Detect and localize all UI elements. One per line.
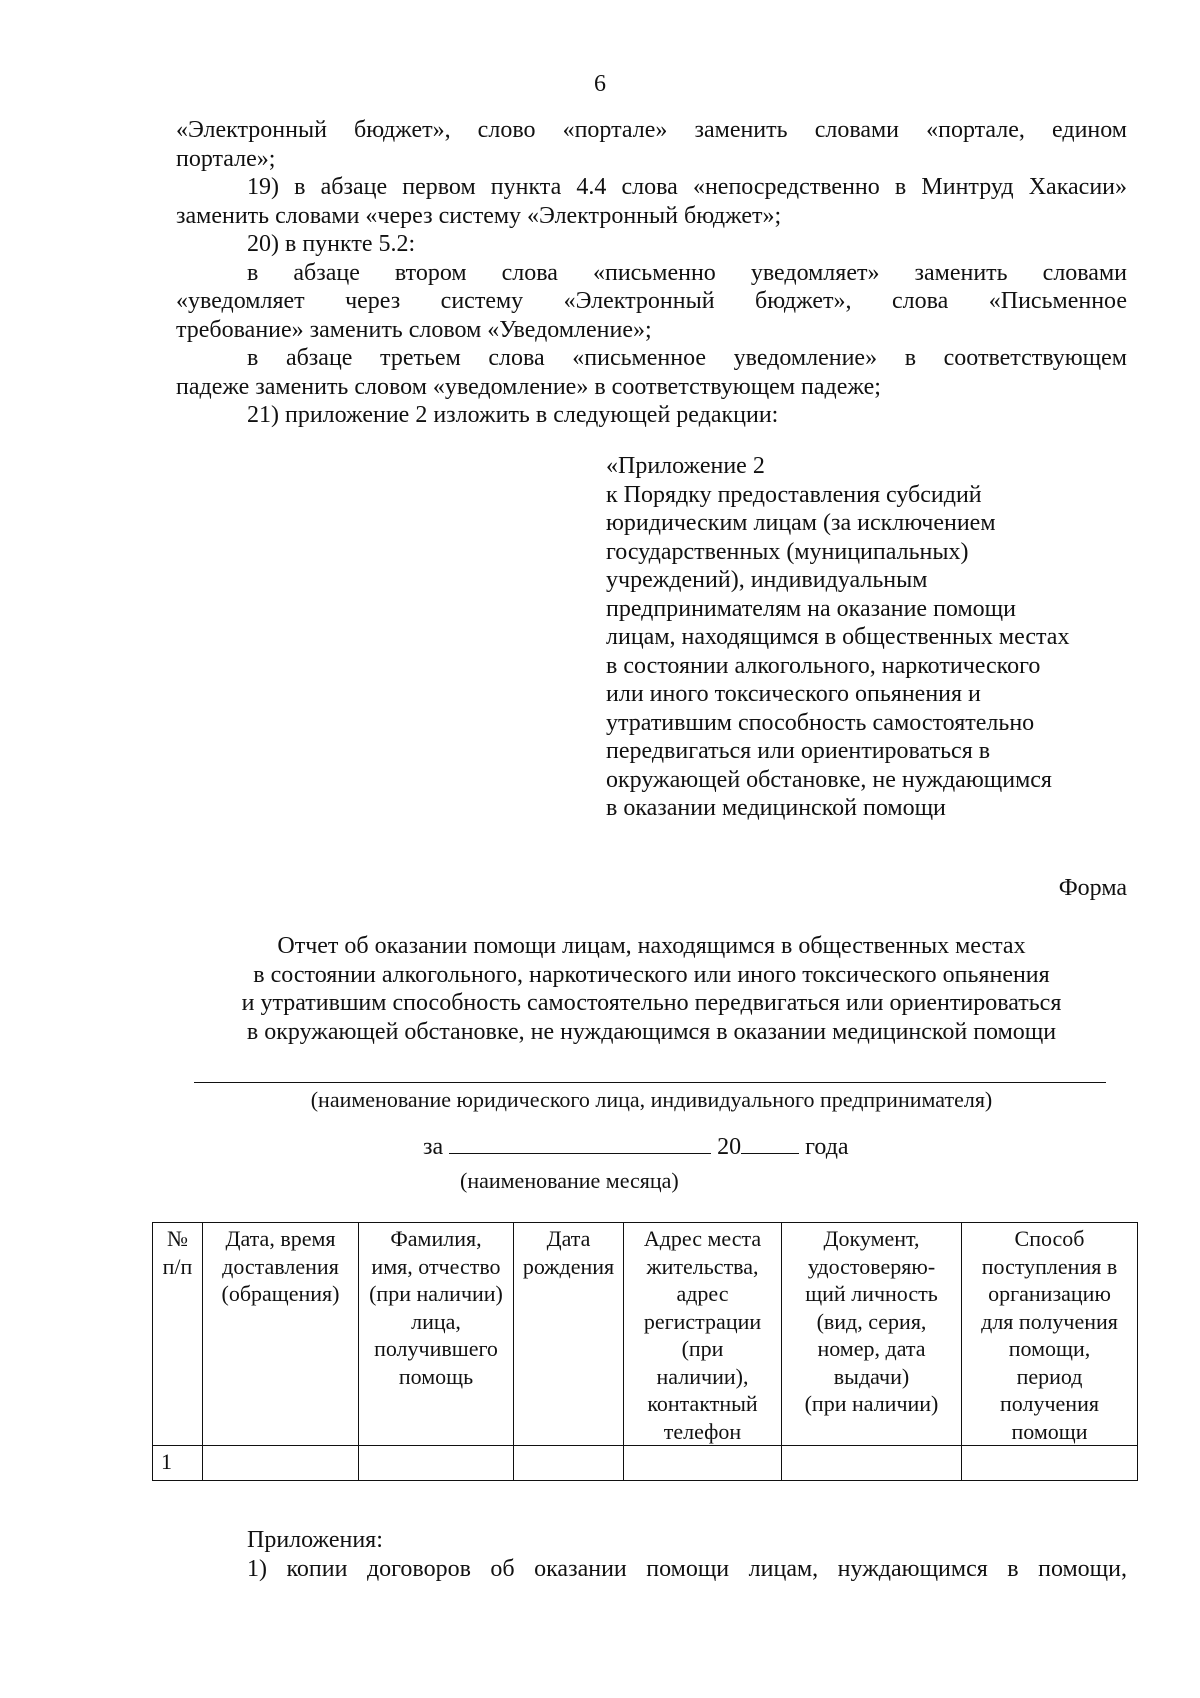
column-header-line: рождения — [522, 1253, 615, 1279]
table-cell — [359, 1446, 514, 1481]
column-header-line: для получения — [981, 1308, 1118, 1334]
column-header-line: удостоверяю- — [807, 1253, 936, 1279]
page-number: 6 — [594, 71, 606, 97]
year-blank — [741, 1133, 799, 1154]
entity-name-line — [194, 1082, 1106, 1083]
appendix-heading-line: лицам, находящимся в общественных местах — [606, 624, 1070, 650]
column-header — [782, 1223, 962, 1446]
appendices — [176, 1526, 1127, 1583]
table-cell — [962, 1446, 1138, 1481]
appendix-heading-line: передвигаться или ориентироваться в — [606, 738, 991, 764]
column-header — [203, 1223, 359, 1446]
paragraph-line: падеже заменить словом «уведомление» в соответствующем падеже; — [176, 373, 881, 400]
appendix-heading-line: предпринимателям на оказание помощи — [606, 595, 1016, 622]
column-header-line: (вид, серия, — [816, 1308, 927, 1334]
column-header-line: (при — [681, 1336, 724, 1361]
column-header — [153, 1223, 203, 1446]
table-cell — [514, 1446, 624, 1481]
column-header-line: помощи — [1011, 1418, 1088, 1444]
report-title — [176, 932, 1127, 1046]
table-body — [153, 1446, 1138, 1481]
column-header-line: поступления в — [981, 1253, 1118, 1279]
form-label: Форма — [1058, 875, 1127, 901]
column-header-line: телефон — [663, 1418, 742, 1444]
amendment-text — [176, 116, 1127, 430]
appendix-item: 1) копии договоров об оказании помощи лицам, нуждающимся в помощи, — [247, 1555, 1127, 1582]
column-header-line: контактный — [647, 1391, 758, 1416]
column-header-line: (обращения) — [221, 1281, 340, 1306]
column-header-line: Адрес места — [643, 1226, 762, 1251]
column-header-line: Фамилия, — [390, 1226, 482, 1251]
column-header-line: номер, дата — [817, 1336, 926, 1361]
appendix-heading-line: или иного токсического опьянения и — [606, 681, 981, 707]
column-header-line: регистрации — [643, 1308, 762, 1334]
report-table — [152, 1222, 1138, 1481]
column-header — [514, 1223, 624, 1446]
column-header-line: Способ — [1014, 1226, 1085, 1251]
column-header-line: (при наличии) — [369, 1281, 503, 1306]
paragraph-line: «уведомляет через систему «Электронный бюджет», слова «Письменное — [176, 288, 1127, 314]
appendix-heading-line: в состоянии алкогольного, наркотического — [606, 652, 1041, 679]
appendix-heading-line: к Порядку предоставления субсидий — [606, 481, 982, 508]
report-title-line: в окружающей обстановке, не нуждающимся в оказании медицинской помощи — [246, 1018, 1057, 1045]
month-blank — [449, 1133, 711, 1154]
column-header — [359, 1223, 514, 1446]
appendix-heading-line: «Приложение 2 — [606, 453, 765, 479]
column-header — [962, 1223, 1138, 1446]
table-cell: 1 — [153, 1446, 203, 1481]
appendix-heading-line: окружающей обстановке, не нуждающимся — [606, 766, 1052, 793]
column-header-line: щий личность — [805, 1281, 938, 1306]
paragraph-line: в абзаце втором слова «письменно уведомляет» заменить словами — [247, 259, 1127, 286]
period-suffix: года — [805, 1134, 849, 1160]
report-title-line: Отчет об оказании помощи лицам, находящимся в общественных местах — [277, 933, 1026, 959]
paragraph-line: в абзаце третьем слова «письменное уведомление» в соответствующем — [247, 345, 1127, 371]
report-title-line: в состоянии алкогольного, наркотического или иного токсического опьянения — [253, 961, 1050, 988]
column-header-line: п/п — [162, 1253, 193, 1279]
column-header-line: жительства, — [646, 1253, 759, 1279]
entity-caption: (наименование юридического лица, индивидуального предпринимателя) — [310, 1087, 993, 1112]
table-cell — [203, 1446, 359, 1481]
period-row — [423, 1133, 849, 1162]
table-row — [153, 1446, 1138, 1481]
appendices-title: Приложения: — [247, 1527, 383, 1553]
appendix-heading — [606, 452, 1136, 823]
table-cell — [624, 1446, 782, 1481]
year-prefix: 20 — [717, 1134, 742, 1160]
column-header-line: доставления — [222, 1253, 339, 1279]
paragraph-line: 21) приложение 2 изложить в следующей редакции: — [247, 402, 779, 428]
column-header-line: помощь — [398, 1363, 474, 1389]
paragraph-line: требование» заменить словом «Уведомление»; — [176, 316, 652, 343]
paragraph-line: портале»; — [176, 145, 276, 172]
column-header-line: лица, — [411, 1308, 461, 1334]
column-header-line: Документ, — [823, 1226, 920, 1251]
column-header-line: организацию — [988, 1281, 1111, 1306]
column-header-line: получения — [1000, 1391, 1099, 1416]
appendix-heading-line: учреждений), индивидуальным — [606, 567, 928, 593]
column-header-line: имя, отчество — [371, 1253, 501, 1279]
paragraph-line: «Электронный бюджет», слово «портале» заменить словами «портале, едином — [176, 117, 1127, 143]
column-header-line: выдачи) — [833, 1363, 910, 1389]
table-cell — [782, 1446, 962, 1481]
column-header-line: № — [167, 1226, 188, 1251]
column-header-line: адрес — [676, 1281, 729, 1306]
appendix-heading-line: юридическим лицам (за исключением — [606, 510, 996, 536]
appendix-heading-line: утратившим способность самостоятельно — [606, 709, 1035, 736]
paragraph-line: 20) в пункте 5.2: — [247, 231, 416, 257]
column-header-line: наличии), — [656, 1363, 749, 1389]
paragraph-line: 19) в абзаце первом пункта 4.4 слова «непосредственно в Минтруд Хакасии» — [247, 174, 1127, 200]
table-header-row — [153, 1223, 1138, 1446]
column-header-line: период — [1016, 1363, 1083, 1389]
column-header-line: получившего — [374, 1336, 498, 1361]
paragraph-line: заменить словами «через систему «Электронный бюджет»; — [176, 202, 782, 229]
report-title-line: и утратившим способность самостоятельно передвигаться или ориентироваться — [241, 990, 1062, 1016]
column-header-line: (при наличии) — [804, 1391, 939, 1416]
appendix-heading-line: в оказании медицинской помощи — [606, 795, 946, 821]
column-header — [624, 1223, 782, 1446]
column-header-line: помощи, — [1008, 1336, 1091, 1361]
column-header-line: Дата — [546, 1226, 591, 1251]
appendix-heading-line: государственных (муниципальных) — [606, 538, 969, 565]
column-header-line: Дата, время — [225, 1226, 336, 1251]
period-prefix: за — [423, 1134, 444, 1160]
month-caption: (наименование месяца) — [460, 1168, 679, 1193]
